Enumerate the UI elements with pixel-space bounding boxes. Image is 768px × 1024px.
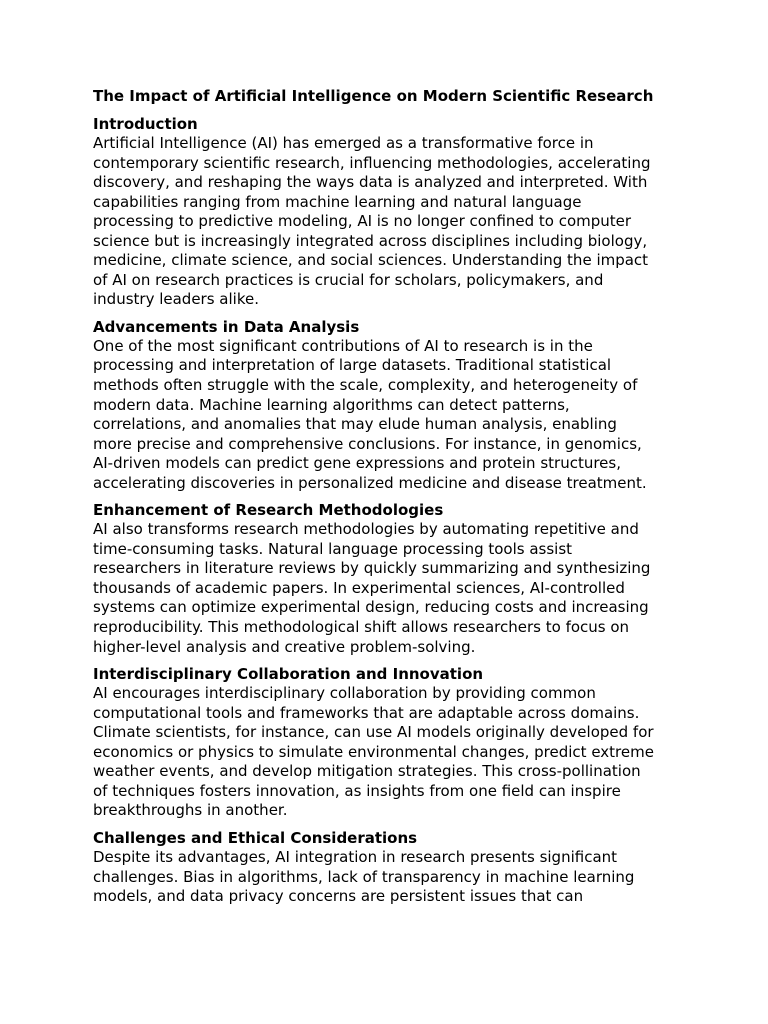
paragraph-line: Despite its advantages, AI integration in research presents significant [93, 847, 618, 866]
paragraph-line: higher-level analysis and creative problem-solving. [93, 637, 476, 656]
document-section [93, 829, 683, 907]
paragraph-line: methods often struggle with the scale, complexity, and heterogeneity of [93, 376, 638, 395]
paragraph-line: of techniques fosters innovation, as insights from one field can inspire [93, 781, 621, 800]
paragraph-line: reproducibility. This methodological shift allows researchers to focus on [93, 618, 630, 637]
paragraph-line: models, and data privacy concerns are persistent issues that can [93, 887, 584, 906]
paragraph-line: modern data. Machine learning algorithms can detect patterns, [93, 395, 570, 414]
paragraph-line: weather events, and develop mitigation strategies. This cross-pollination [93, 762, 641, 781]
paragraph-line: AI-driven models can predict gene expressions and protein structures, [93, 454, 621, 473]
paragraph-line: breakthroughs in another. [93, 801, 288, 820]
section-heading: Introduction [93, 115, 198, 133]
paragraph-line: capabilities ranging from machine learning and natural language [93, 192, 582, 211]
paragraph-line: Climate scientists, for instance, can use AI models originally developed for [93, 723, 654, 742]
paragraph-line: processing to predictive modeling, AI is no longer confined to computer [93, 212, 632, 231]
paragraph-line: Artificial Intelligence (AI) has emerged as a transformative force in [93, 134, 594, 152]
paragraph-line: economics or physics to simulate environmental changes, predict extreme [93, 742, 654, 761]
section-paragraph [93, 684, 683, 821]
paragraph-line: AI also transforms research methodologies by automating repetitive and [93, 520, 639, 539]
paragraph-line: medicine, climate science, and social sciences. Understanding the impact [93, 251, 649, 270]
paragraph-line: industry leaders alike. [93, 290, 259, 309]
paragraph-line: science but is increasingly integrated across disciplines including biology, [93, 231, 648, 250]
paragraph-line: accelerating discoveries in personalized medicine and disease treatment. [93, 473, 647, 492]
paragraph-line: time-consuming tasks. Natural language processing tools assist [93, 539, 573, 558]
paragraph-line: computational tools and frameworks that are adaptable across domains. [93, 703, 640, 722]
paragraph-line: correlations, and anomalies that may elude human analysis, enabling [93, 415, 617, 434]
paragraph-line: thousands of academic papers. In experimental sciences, AI-controlled [93, 578, 625, 597]
paragraph-line: systems can optimize experimental design, reducing costs and increasing [93, 598, 649, 617]
document-body [93, 115, 683, 907]
paragraph-line: discovery, and reshaping the ways data is analyzed and interpreted. With [93, 173, 648, 192]
document-section [93, 318, 683, 493]
paragraph-line: processing and interpretation of large datasets. Traditional statistical [93, 356, 612, 375]
section-heading: Challenges and Ethical Considerations [93, 828, 418, 847]
document-page [93, 86, 683, 915]
section-paragraph [93, 848, 683, 907]
section-heading: Interdisciplinary Collaboration and Innovation [93, 665, 484, 684]
paragraph-line: challenges. Bias in algorithms, lack of transparency in machine learning [93, 867, 635, 886]
paragraph-line: AI encourages interdisciplinary collaboration by providing common [93, 684, 596, 703]
paragraph-line: of AI on research practices is crucial for scholars, policymakers, and [93, 270, 604, 289]
section-paragraph [93, 337, 683, 493]
document-section [93, 501, 683, 657]
document-title: The Impact of Artificial Intelligence on Modern Scientific Research [93, 87, 654, 105]
document-section [93, 115, 683, 310]
section-heading: Enhancement of Research Methodologies [93, 501, 444, 520]
section-paragraph [93, 520, 683, 657]
paragraph-line: researchers in literature reviews by quickly summarizing and synthesizing [93, 559, 651, 578]
document-section [93, 665, 683, 821]
paragraph-line: One of the most significant contributions of AI to research is in the [93, 336, 593, 355]
section-heading: Advancements in Data Analysis [93, 317, 360, 336]
paragraph-line: more precise and comprehensive conclusions. For instance, in genomics, [93, 434, 642, 453]
paragraph-line: contemporary scientific research, influencing methodologies, accelerating [93, 153, 651, 172]
section-paragraph [93, 134, 683, 310]
